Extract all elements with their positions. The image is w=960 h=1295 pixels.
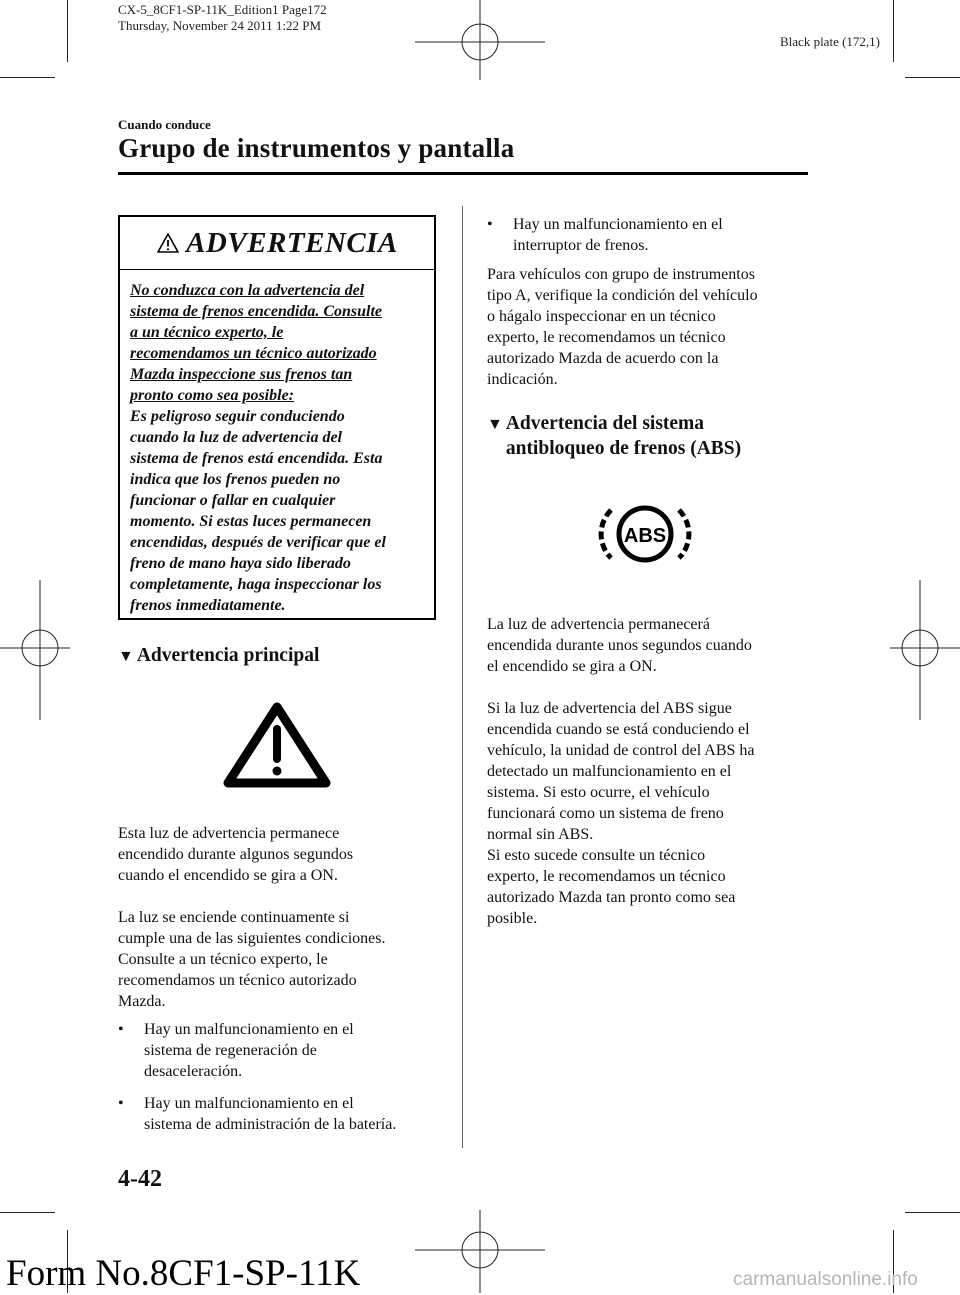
- text-line: autorizado Mazda tan pronto como sea: [487, 889, 736, 906]
- warning-triangle-icon: [156, 232, 180, 254]
- abs-paragraph-2: [487, 698, 817, 929]
- print-file-line: CX-5_8CF1-SP-11K_Edition1 Page172: [118, 2, 327, 17]
- abs-paragraph-1: [487, 614, 817, 677]
- abs-warning-heading-line: Advertencia del sistema: [505, 413, 705, 434]
- warning-line: No conduzca con la advertencia del: [130, 282, 365, 299]
- text-line: experto, le recomendamos un técnico: [487, 868, 726, 885]
- text-line: el encendido se gira a ON.: [487, 658, 657, 675]
- bullet-item: [118, 1093, 448, 1137]
- warning-line: Mazda inspeccione sus frenos tan: [130, 366, 353, 383]
- warning-line: momento. Si estas luces permanecen: [130, 513, 372, 530]
- trim-mark: [67, 0, 68, 62]
- warning-line: frenos inmediatamente.: [130, 597, 286, 614]
- warning-line: recomendamos un técnico autorizado: [130, 345, 377, 362]
- warning-line: sistema de frenos está encendida. Esta: [130, 450, 383, 467]
- bullet-item: [487, 214, 807, 258]
- text-line: indicación.: [487, 371, 558, 388]
- text-line: encendida cuando se está conduciendo el: [487, 721, 750, 738]
- abs-warning-heading: [487, 411, 741, 461]
- warning-line: pronto como sea posible:: [130, 387, 294, 404]
- registration-mark-left: [0, 580, 70, 720]
- registration-mark-right: [890, 580, 960, 720]
- text-line: autorizado Mazda de acuerdo con la: [487, 350, 719, 367]
- text-line: Hay un malfuncionamiento en el: [513, 216, 723, 233]
- print-date-line: Thursday, November 24 2011 1:22 PM: [118, 18, 322, 33]
- text-line: posible.: [487, 910, 538, 927]
- text-line: Consulte a un técnico experto, le: [118, 951, 328, 968]
- bullet-icon: •: [118, 1095, 124, 1112]
- master-warning-heading-text: Advertencia principal: [136, 645, 320, 666]
- registration-mark-top: [415, 0, 545, 80]
- warning-header: [120, 217, 434, 270]
- bullet-icon: •: [487, 216, 493, 233]
- text-line: La luz de advertencia permanecerá: [487, 616, 710, 633]
- section-label: Cuando conduce: [118, 117, 211, 132]
- text-line: cumple una de las siguientes condiciones.: [118, 930, 386, 947]
- column-divider: [462, 206, 463, 1148]
- warning-line: a un técnico experto, le: [130, 324, 284, 341]
- trim-mark: [0, 77, 55, 78]
- registration-mark-bottom: [415, 1210, 545, 1293]
- trim-mark: [905, 1212, 960, 1213]
- bullet-icon: •: [118, 1021, 124, 1038]
- text-line: Si esto sucede consulte un técnico: [487, 847, 706, 864]
- heading-marker-icon: ▼: [118, 648, 134, 665]
- title-rule: [118, 172, 808, 175]
- warning-box: [118, 215, 436, 620]
- warning-line: freno de mano haya sido liberado: [130, 555, 351, 572]
- text-line: Esta luz de advertencia permanece: [118, 825, 340, 842]
- text-line: experto, le recomendamos un técnico: [487, 329, 726, 346]
- text-line: normal sin ABS.: [487, 826, 594, 843]
- text-line: cuando el encendido se gira a ON.: [118, 867, 338, 884]
- abs-warning-heading-line: antibloqueo de frenos (ABS): [505, 438, 742, 459]
- text-line: funcionará como un sistema de freno: [487, 805, 724, 822]
- abs-icon-label: ABS: [623, 525, 667, 547]
- form-number: Form No.8CF1-SP-11K: [6, 1253, 361, 1294]
- plate-label: Black plate (172,1): [780, 34, 880, 49]
- page-number: 4-42: [118, 1166, 162, 1192]
- abs-warning-icon: [597, 500, 693, 568]
- text-line: desaceleración.: [144, 1063, 243, 1080]
- master-warning-icon: [222, 701, 332, 789]
- text-line: sistema de regeneración de: [144, 1042, 317, 1059]
- text-line: vehículo, la unidad de control del ABS ha: [487, 742, 755, 759]
- master-warning-paragraph-2: [118, 907, 458, 1012]
- text-line: sistema. Si esto ocurre, el vehículo: [487, 784, 710, 801]
- warning-line: completamente, haga inspeccionar los: [130, 576, 382, 593]
- text-line: encendida durante unos segundos cuando: [487, 637, 752, 654]
- text-line: Si la luz de advertencia del ABS sigue: [487, 700, 732, 717]
- trim-mark: [0, 1212, 55, 1213]
- heading-marker-icon: ▼: [487, 416, 503, 433]
- instrument-type-a-paragraph: [487, 264, 817, 390]
- bullet-item: [118, 1019, 448, 1085]
- text-line: interruptor de frenos.: [513, 237, 649, 254]
- text-line: Hay un malfuncionamiento en el: [144, 1095, 354, 1112]
- text-line: detectado un malfuncionamiento en el: [487, 763, 732, 780]
- text-line: La luz se enciende continuamente si: [118, 909, 350, 926]
- print-file-info: [118, 2, 327, 34]
- warning-line: encendidas, después de verificar que el: [130, 534, 386, 551]
- warning-line: funcionar o fallar en cualquier: [130, 492, 336, 509]
- master-warning-heading: [118, 643, 319, 669]
- warning-line: sistema de frenos encendida. Consulte: [130, 303, 383, 320]
- page-title: Grupo de instrumentos y pantalla: [118, 133, 515, 163]
- trim-mark: [893, 0, 894, 62]
- text-line: Para vehículos con grupo de instrumentos: [487, 266, 755, 283]
- warning-line: cuando la luz de advertencia del: [130, 429, 342, 446]
- text-line: sistema de administración de la batería.: [144, 1116, 397, 1133]
- warning-line: indica que los frenos pueden no: [130, 471, 341, 488]
- text-line: recomendamos un técnico autorizado: [118, 972, 357, 989]
- warning-heading: ADVERTENCIA: [186, 226, 398, 259]
- text-line: o hágalo inspeccionar en un técnico: [487, 308, 716, 325]
- warning-line: Es peligroso seguir conduciendo: [130, 408, 345, 425]
- watermark: carmanualsonline.info: [733, 1269, 918, 1290]
- text-line: encendido durante algunos segundos: [118, 846, 354, 863]
- trim-mark: [905, 77, 960, 78]
- warning-text: [130, 280, 435, 616]
- text-line: tipo A, verifique la condición del vehículo: [487, 287, 758, 304]
- text-line: Mazda.: [118, 993, 166, 1010]
- text-line: Hay un malfuncionamiento en el: [144, 1021, 354, 1038]
- master-warning-paragraph-1: [118, 823, 448, 886]
